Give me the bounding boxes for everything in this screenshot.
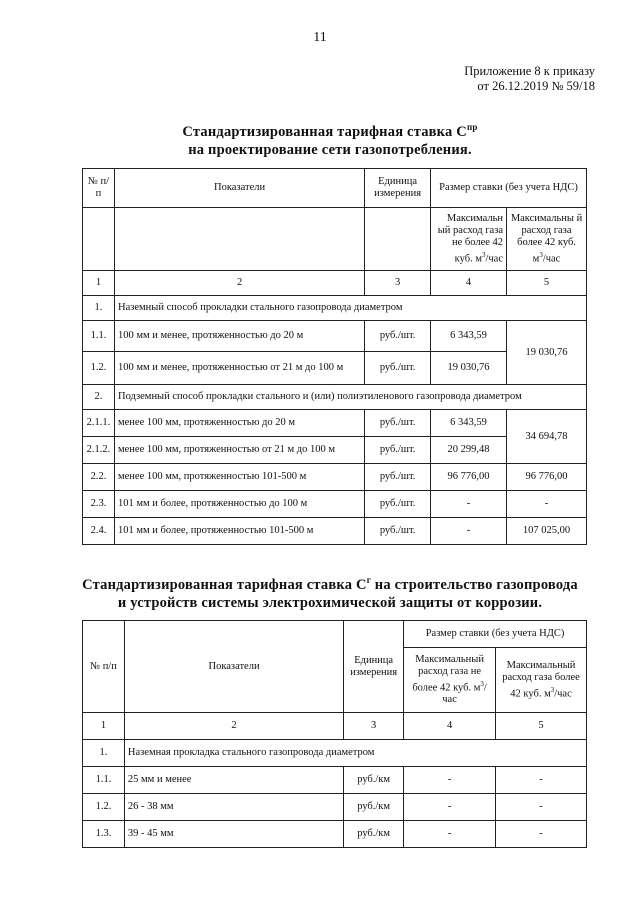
header-max-le42: Максимальный расход газа не более 42 куб. $м^3$/час xyxy=(404,648,496,713)
table-row: 2.2. менее 100 мм, протяженностью 101-500 м руб./шт. 96 776,00 96 776,00 xyxy=(83,464,587,491)
table-construction-rates xyxy=(82,620,587,848)
header-rate: Размер ставки (без учета НДС) xyxy=(404,621,587,648)
table-row: 2.1.1. менее 100 мм, протяженностью до 20 м руб./шт. 6 343,59 34 694,78 xyxy=(83,410,587,437)
table-row: 1.1. 25 мм и менее руб./км - - xyxy=(83,767,587,794)
table-header-row xyxy=(83,621,587,648)
table-row: 1.2. 100 мм и менее, протяженностью от 21 м до 100 м руб./шт. 19 030,76 xyxy=(83,352,587,385)
header-max-le42: Максимальн ый расход газа не более 42 куб. $м^3$/час xyxy=(431,208,507,271)
header-rate: Размер ставки (без учета НДС) xyxy=(431,169,587,208)
appendix-line-1: Приложение 8 к приказу xyxy=(464,64,595,78)
header-num: № п/п xyxy=(83,169,115,208)
table-row: 1.1. 100 мм и менее, протяженностью до 20 м руб./шт. 6 343,59 19 030,76 xyxy=(83,321,587,352)
title1-superscript: пр xyxy=(466,122,478,132)
header-max-gt42: Максимальный расход газа более 42 куб. $м^3$/час xyxy=(496,648,587,713)
appendix-reference xyxy=(464,64,595,94)
appendix-line-2: от 26.12.2019 № 59/18 xyxy=(477,79,595,93)
section-row: 2. Подземный способ прокладки стального и (или) полиэтиленового газопровода диаметром xyxy=(83,385,587,410)
table-row: 2.1.2. менее 100 мм, протяженностью от 21 м до 100 м руб./шт. 20 299,48 xyxy=(83,437,587,464)
header-unit: Единица измерения xyxy=(365,169,431,208)
header-indicators: Показатели xyxy=(114,169,364,208)
merged-value-1: 19 030,76 xyxy=(507,321,587,385)
section-row: 1. Наземный способ прокладки стального газопровода диаметром xyxy=(83,296,587,321)
table-colnum-row: 1 2 3 4 5 xyxy=(83,271,587,296)
section-row: 1. Наземная прокладка стального газопровода диаметром xyxy=(83,740,587,767)
table-row: 1.2. 26 - 38 мм руб./км - - xyxy=(83,794,587,821)
table-row: 1.3. 39 - 45 мм руб./км - - xyxy=(83,821,587,848)
table-colnum-row: 1 2 3 4 5 xyxy=(83,713,587,740)
title-construction-rate: Стандартизированная тарифная ставка $С^г$ на строительство газопровода и устройств системы электрохимической защиты от коррозии. xyxy=(40,571,620,612)
header-indicators: Показатели xyxy=(124,621,343,713)
title1-line1: Стандартизированная тарифная ставка С xyxy=(182,123,467,140)
table-subheader-row xyxy=(83,208,587,271)
table-row: 2.3. 101 мм и более, протяженностью до 100 м руб./шт. - - xyxy=(83,491,587,518)
title-design-rate xyxy=(60,118,600,159)
table-row: 2.4. 101 мм и более, протяженностью 101-500 м руб./шт. - 107 025,00 xyxy=(83,518,587,545)
title2-line2: и устройств системы электрохимической защиты от коррозии. xyxy=(117,594,543,611)
header-num: № п/п xyxy=(83,621,125,713)
header-max-gt42: Максимальны й расход газа более 42 куб. $м^3$/час xyxy=(507,208,587,271)
merged-value-2: 34 694,78 xyxy=(507,410,587,464)
header-unit: Единица измерения xyxy=(344,621,404,713)
title1-line2: на проектирование сети газопотребления. xyxy=(188,141,472,158)
table-header-row xyxy=(83,169,587,208)
table-design-rates xyxy=(82,168,587,545)
page-number: 11 xyxy=(313,30,327,45)
